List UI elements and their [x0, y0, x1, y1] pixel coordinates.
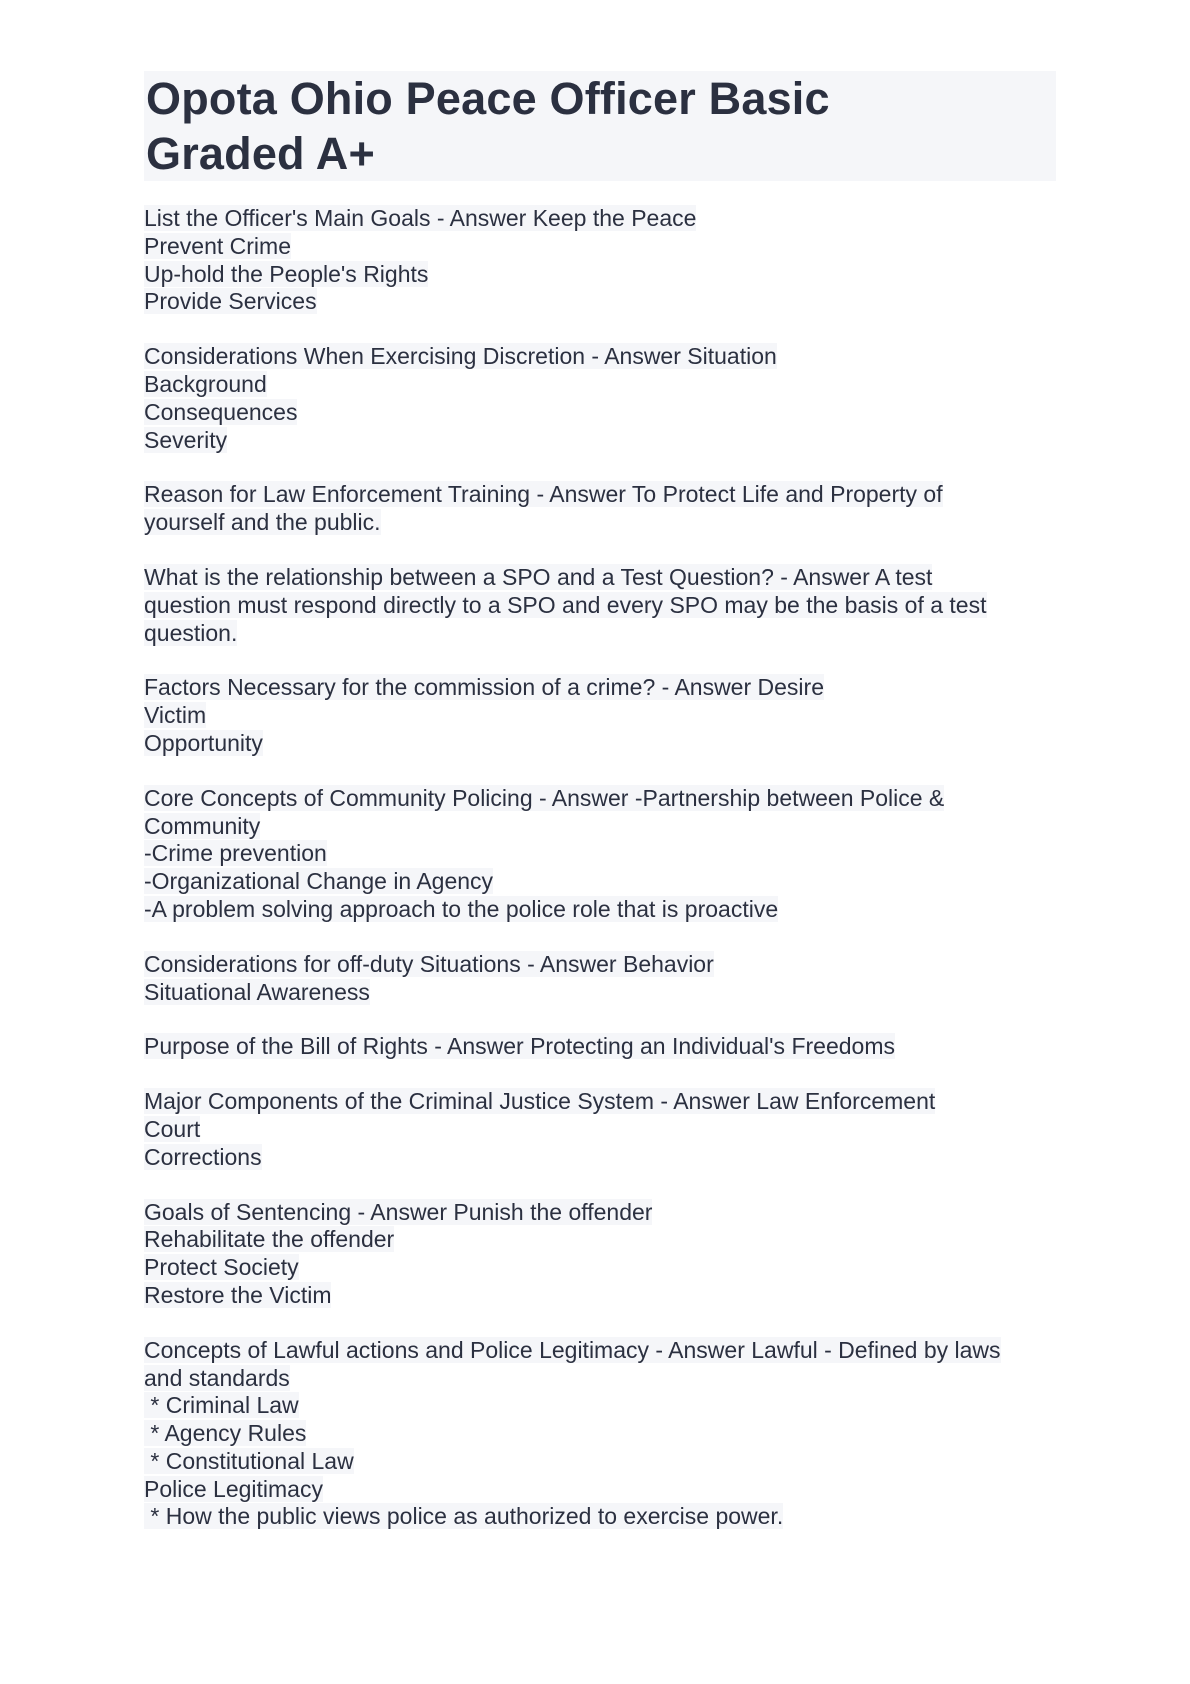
qa-line: List the Officer's Main Goals - Answer Keep the Peace: [144, 205, 697, 231]
qa-line: Consequences: [144, 398, 298, 425]
qa-list: [144, 205, 1056, 1531]
qa-entry-officer-goals: [144, 205, 1056, 316]
qa-line: Major Components of the Criminal Justice System - Answer Law Enforcement: [144, 1088, 936, 1115]
qa-entry-community-policing: [144, 785, 1056, 924]
qa-entry-bill-of-rights: [144, 1033, 1056, 1061]
qa-line: Background: [144, 370, 267, 397]
qa-line: Considerations When Exercising Discretion - Answer Situation: [144, 343, 777, 370]
qa-line: Community: [144, 812, 261, 839]
qa-entry-sentencing-goals: [144, 1199, 1056, 1310]
qa-line: Purpose of the Bill of Rights - Answer Protecting an Individual's Freedoms: [144, 1033, 895, 1060]
qa-line: Protect Society: [144, 1254, 299, 1281]
qa-line: Restore the Victim: [144, 1281, 332, 1308]
title-line-2: Graded A+: [146, 128, 375, 179]
qa-entry-off-duty: [144, 951, 1056, 1007]
qa-line: Prevent Crime: [144, 232, 291, 259]
qa-line: -Organizational Change in Agency: [144, 868, 494, 895]
qa-line: What is the relationship between a SPO and a Test Question? - Answer A test: [144, 563, 933, 590]
qa-line: Victim: [144, 702, 207, 729]
qa-line: Opportunity: [144, 729, 263, 756]
qa-line: Court: [144, 1115, 201, 1142]
qa-line: * How the public views police as authorized to exercise power.: [144, 1503, 784, 1530]
qa-line: yourself and the public.: [144, 509, 381, 536]
qa-line: and standards: [144, 1364, 290, 1391]
qa-line: * Agency Rules: [144, 1420, 307, 1447]
qa-line: * Constitutional Law: [144, 1447, 354, 1474]
qa-line: Up-hold the People's Rights: [144, 260, 429, 287]
qa-entry-crime-factors: [144, 674, 1056, 757]
document-page: [144, 71, 1056, 1558]
qa-line: Reason for Law Enforcement Training - Answer To Protect Life and Property of: [144, 481, 943, 508]
qa-line: Concepts of Lawful actions and Police Legitimacy - Answer Lawful - Defined by laws: [144, 1336, 1001, 1363]
qa-line: Severity: [144, 426, 228, 453]
qa-line: Goals of Sentencing - Answer Punish the offender: [144, 1198, 653, 1225]
title-line-1: Opota Ohio Peace Officer Basic: [146, 73, 830, 124]
qa-line: Considerations for off-duty Situations - Answer Behavior: [144, 950, 714, 977]
qa-entry-justice-system: [144, 1088, 1056, 1171]
qa-line: Provide Services: [144, 288, 317, 315]
qa-line: * Criminal Law: [144, 1392, 299, 1419]
qa-line: Core Concepts of Community Policing - Answer -Partnership between Police &: [144, 784, 945, 811]
qa-entry-discretion: [144, 343, 1056, 454]
qa-entry-lawful-legitimacy: [144, 1337, 1056, 1532]
qa-line: -Crime prevention: [144, 840, 327, 867]
qa-line: -A problem solving approach to the police role that is proactive: [144, 895, 779, 922]
qa-line: question.: [144, 619, 238, 646]
qa-line: Police Legitimacy: [144, 1475, 323, 1502]
qa-line: question must respond directly to a SPO and every SPO may be the basis of a test: [144, 591, 987, 618]
qa-entry-training-reason: [144, 481, 1056, 537]
qa-line: Factors Necessary for the commission of a crime? - Answer Desire: [144, 674, 824, 701]
qa-line: Situational Awareness: [144, 978, 370, 1005]
qa-line: Rehabilitate the offender: [144, 1226, 395, 1253]
qa-line: Corrections: [144, 1143, 262, 1170]
document-title: [144, 71, 1056, 181]
qa-entry-spo-relationship: [144, 564, 1056, 647]
